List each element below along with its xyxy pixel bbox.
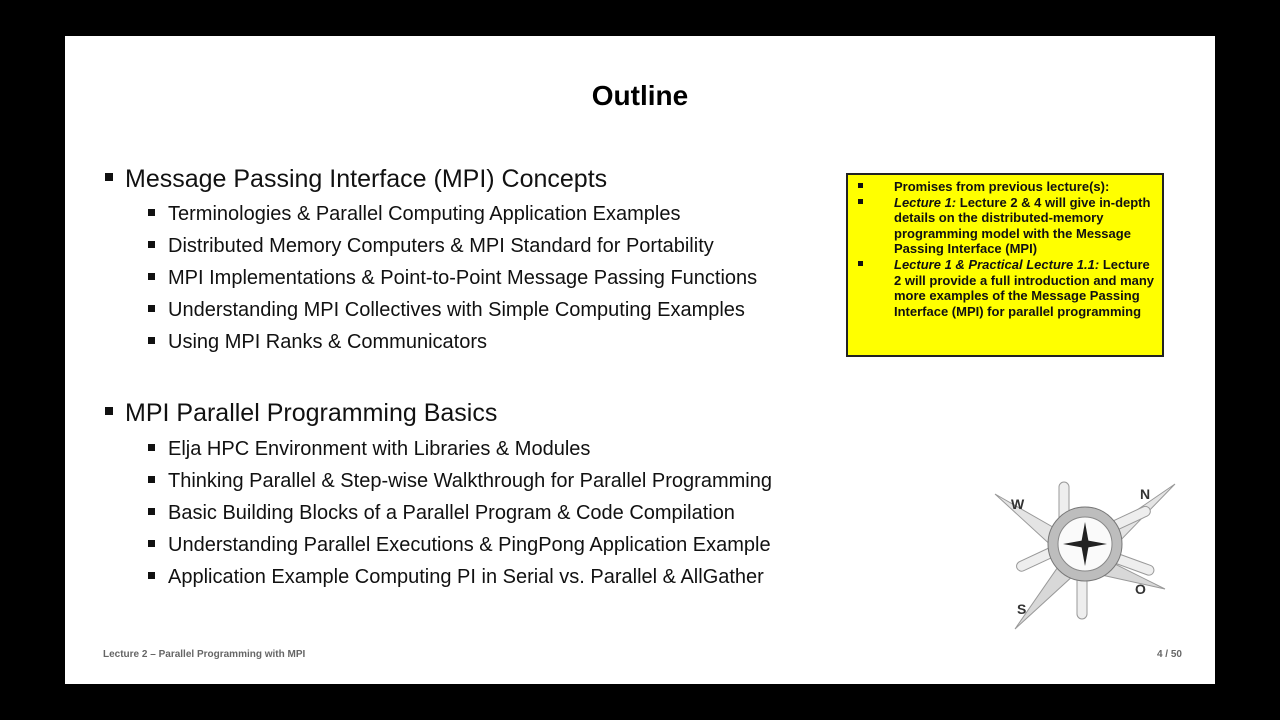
list-item: [148, 438, 590, 461]
list-item: [148, 235, 714, 258]
note-item: [854, 195, 1156, 257]
bullet-icon: [148, 273, 155, 280]
svg-text:S: S: [1017, 601, 1027, 617]
bullet-icon: [148, 476, 155, 483]
bullet-icon: [148, 209, 155, 216]
bullet-icon: [148, 540, 155, 547]
bullet-icon: [105, 407, 113, 415]
list-item-text: Using MPI Ranks & Communicators: [168, 331, 487, 353]
note-item-emphasis: Lecture 1 & Practical Lecture 1.1:: [894, 256, 1100, 272]
bullet-icon: [105, 173, 113, 181]
svg-text:O: O: [1135, 581, 1146, 597]
list-item: [148, 267, 757, 290]
note-item: [854, 257, 1156, 319]
list-item: [148, 299, 745, 322]
bullet-icon: [148, 305, 155, 312]
bullet-icon: [148, 508, 155, 515]
note-item-emphasis: Lecture 1:: [894, 194, 957, 210]
section-heading: [105, 165, 607, 194]
list-item-text: Elja HPC Environment with Libraries & Modules: [168, 438, 591, 460]
section-heading: [105, 399, 497, 428]
list-item-text: Understanding Parallel Executions & PingPong Application Example: [168, 534, 771, 556]
list-item: [148, 566, 764, 589]
bullet-icon: [858, 183, 863, 188]
note-item-text: Lecture 2 will provide a full introduction and many more examples of the Message Passing Interface (MPI) for parallel programming: [894, 256, 1155, 319]
list-item-text: Terminologies & Parallel Computing Application Examples: [168, 203, 681, 225]
bullet-icon: [148, 444, 155, 451]
list-item: [148, 203, 680, 226]
list-item: [148, 331, 487, 354]
list-item: [148, 470, 772, 493]
list-item-text: Basic Building Blocks of a Parallel Program & Code Compilation: [168, 502, 735, 524]
slide-title: Outline: [591, 80, 689, 111]
compass-image: [985, 464, 1185, 674]
bullet-icon: [858, 261, 863, 266]
bullet-icon: [858, 199, 863, 204]
bullet-icon: [148, 337, 155, 344]
section-heading-text: MPI Parallel Programming Basics: [125, 399, 498, 427]
svg-text:N: N: [1140, 486, 1151, 502]
promises-note-box: [846, 173, 1164, 357]
list-item: [148, 534, 771, 557]
note-item-text: Promises from previous lecture(s):: [894, 179, 1110, 194]
footer-lecture-title: Lecture 2 – Parallel Programming with MPI: [103, 649, 306, 660]
note-item: [854, 179, 1156, 195]
note-item-text: Lecture 2 & 4 will give in-depth details on the distributed-memory programming model with the Message Passing Interface (MPI): [894, 194, 1151, 257]
list-item-text: Distributed Memory Computers & MPI Standard for Portability: [168, 235, 714, 257]
page-number: 4 / 50: [1156, 649, 1182, 660]
section-heading-text: Message Passing Interface (MPI) Concepts: [125, 165, 608, 193]
list-item-text: MPI Implementations & Point-to-Point Message Passing Functions: [168, 267, 758, 289]
list-item-text: Application Example Computing PI in Serial vs. Parallel & AllGather: [168, 566, 764, 588]
svg-text:W: W: [1011, 496, 1025, 512]
list-item-text: Thinking Parallel & Step-wise Walkthrough for Parallel Programming: [168, 470, 772, 492]
list-item: [148, 502, 735, 525]
bullet-icon: [148, 241, 155, 248]
slide: [65, 36, 1215, 684]
bullet-icon: [148, 572, 155, 579]
list-item-text: Understanding MPI Collectives with Simple Computing Examples: [168, 299, 745, 321]
